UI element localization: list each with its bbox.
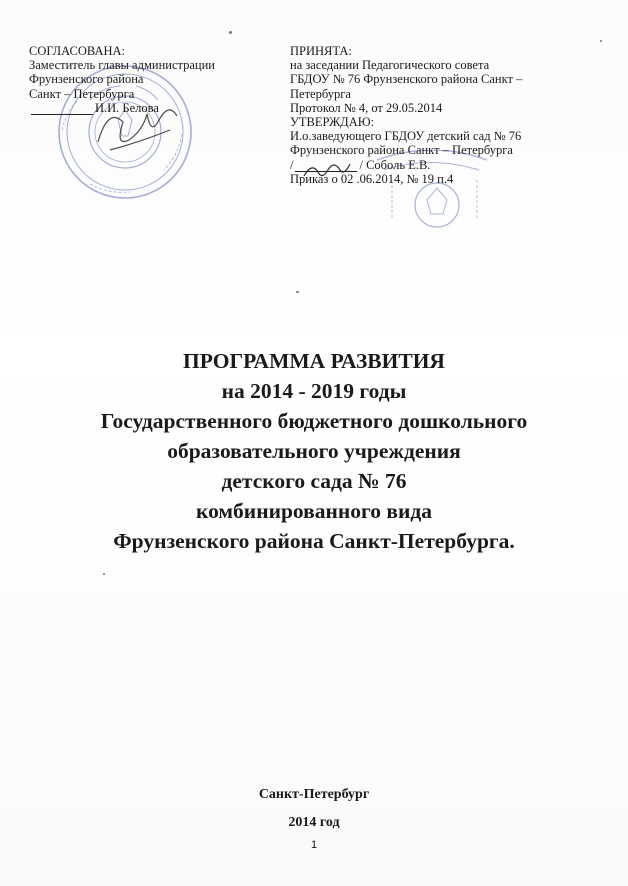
signature-line-left: [29, 101, 259, 115]
institution-city: Петербурга: [290, 86, 351, 101]
title-institution-type: Государственного бюджетного дошкольного: [100, 409, 528, 433]
footer-place-date: [0, 781, 628, 837]
title-years: на 2014 - 2019 годы: [221, 379, 407, 403]
approval-block-right: [290, 44, 610, 186]
approver-position: Заместитель главы администрации: [29, 58, 215, 73]
protocol-line: Протокол № 4, от 29.05.2014: [290, 100, 443, 115]
scan-speck: [600, 40, 602, 42]
approver-city: Санкт – Петербурга: [29, 86, 135, 101]
title-kindergarten: детского сада № 76: [221, 469, 407, 493]
approval-heading: СОГЛАСОВАНА:: [29, 44, 126, 58]
title-district: Фрунзенского района Санкт-Петербурга.: [113, 529, 515, 553]
council-meeting: на заседании Педагогического совета: [290, 58, 490, 73]
signature-underline: [31, 103, 93, 115]
document-title: [0, 346, 628, 556]
approval-block-left: [29, 44, 259, 115]
approve-heading: УТВЕРЖДАЮ:: [290, 115, 375, 130]
acting-head-line: И.о.заведующего ГБДОУ детский сад № 76: [290, 129, 522, 144]
scan-speck: [296, 291, 299, 293]
year-text: 2014 год: [288, 815, 340, 830]
signatory-name: И.И. Белова: [95, 100, 159, 115]
accepted-heading: ПРИНЯТА:: [290, 44, 352, 58]
title-institution: образовательного учреждения: [167, 439, 461, 463]
signature-line-right: / / Соболь Е.В.: [290, 157, 431, 172]
city-name: Санкт-Петербург: [258, 787, 370, 802]
signature-underline: [295, 160, 357, 172]
page-number: 1: [310, 839, 318, 851]
title-program: ПРОГРАММА РАЗВИТИЯ: [183, 349, 445, 373]
approver-district: Фрунзенского района: [29, 72, 144, 87]
acting-head-district: Фрунзенского района Санкт – Петербурга: [290, 143, 513, 158]
scan-speck: [103, 573, 105, 575]
scan-speck: [229, 31, 232, 34]
signatory-name: Соболь Е.В.: [366, 157, 431, 172]
order-line: Приказ о 02 .06.2014, № 19 п.4: [290, 171, 454, 186]
institution-line: ГБДОУ № 76 Фрунзенского района Санкт –: [290, 72, 523, 87]
title-kind: комбинированного вида: [195, 499, 433, 523]
